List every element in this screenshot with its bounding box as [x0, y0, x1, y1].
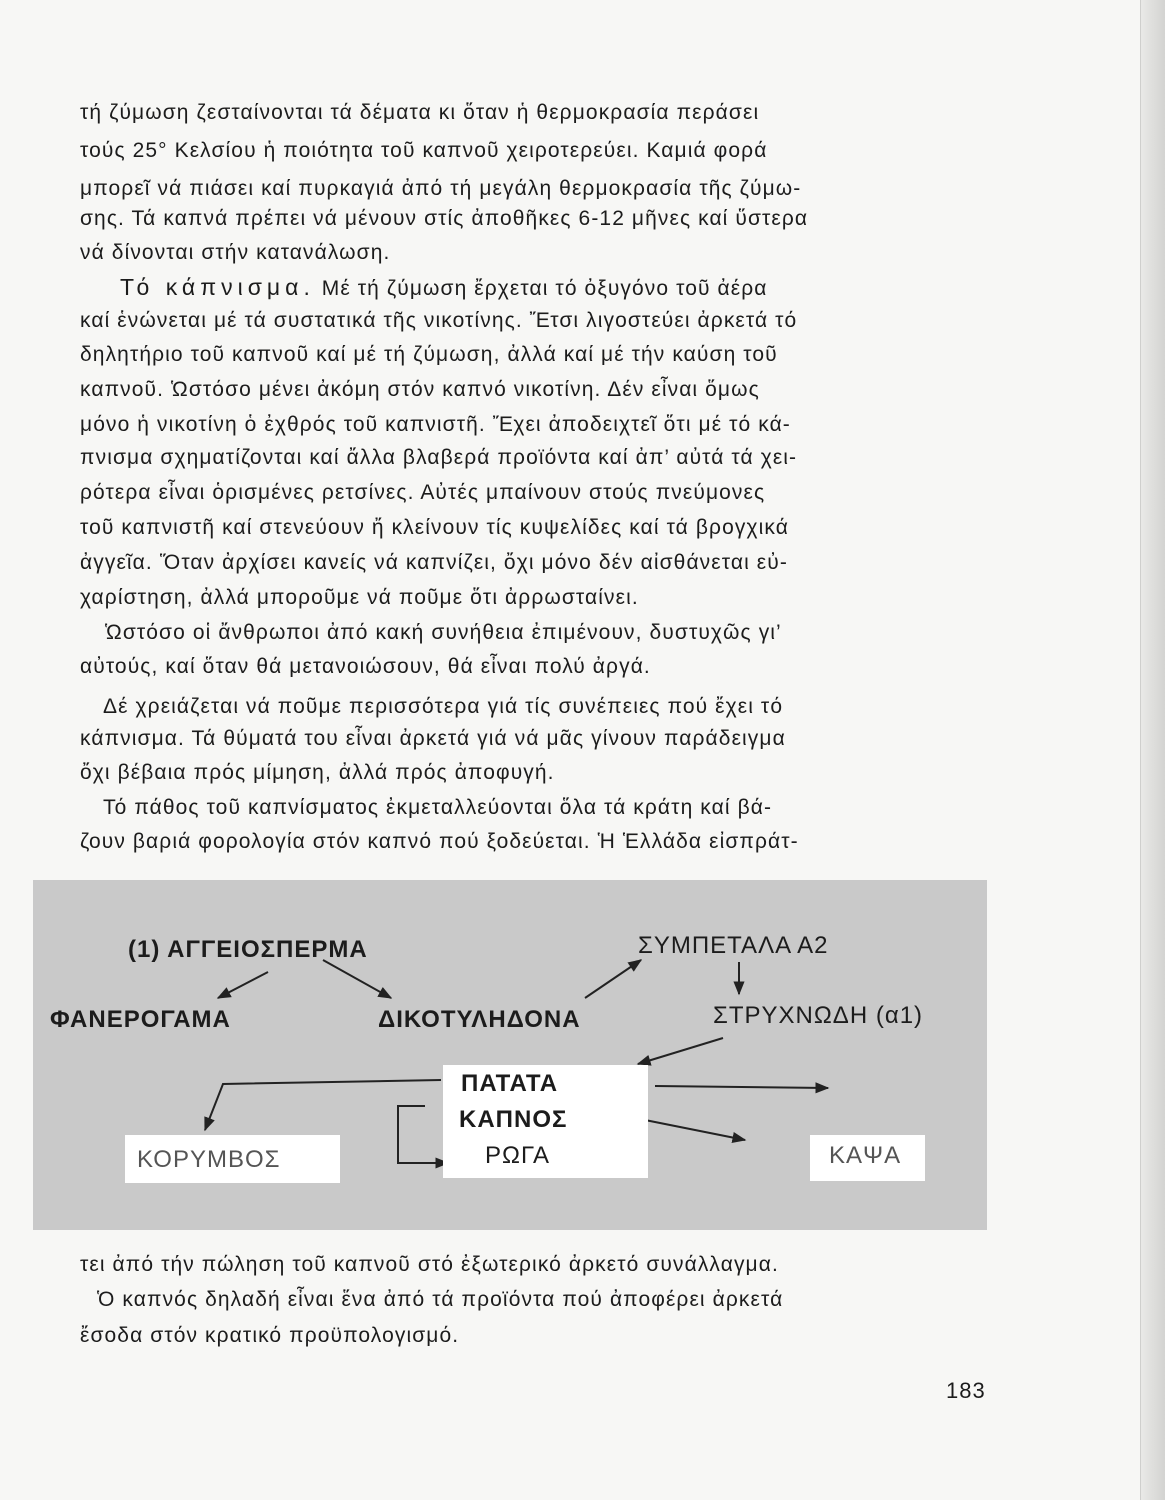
section-heading: Τό κάπνισμα. — [120, 274, 315, 300]
text-line: πνισμα σχηματίζονται καί ἄλλα βλαβερά προϊόντα καί ἀπ’ αὐτά τά χει- — [80, 446, 798, 469]
label-korymvos: ΚΟΡΥΜΒΟΣ — [137, 1146, 281, 1173]
text-line: ρότερα εἶναι ὁρισμένες ρετσίνες. Αὐτές μπαίνουν στούς πνεύμονες — [80, 481, 766, 504]
text-line: αὐτούς, καί ὅταν θά μετανοιώσουν, θά εἶναι πολύ ἀργά. — [80, 655, 651, 678]
arrow-to-roga — [398, 1106, 448, 1163]
label-kapsa: ΚΑΨΑ — [829, 1142, 902, 1169]
text-line: τή ζύμωση ζεσταίνονται τά δέματα κι ὅταν ἡ θερμοκρασία περάσει — [80, 101, 760, 124]
label-kapnos: ΚΑΠΝΟΣ — [459, 1106, 568, 1133]
arrow-to-patata — [638, 1038, 723, 1064]
text-line: μόνο ἡ νικοτίνη ὁ ἐχθρός τοῦ καπνιστῆ. Ἔχει ἀποδειχτεῖ ὅτι μέ τό κά- — [80, 413, 791, 436]
label-dikotyledona: ΔΙΚΟΤΥΛΗΔΟΝΑ — [378, 1006, 581, 1033]
text-line: Ὡστόσο οἱ ἄνθρωποι ἀπό κακή συνήθεια ἐπιμένουν, δυστυχῶς γι’ — [105, 621, 782, 644]
arrow-to-fanerogama — [218, 972, 268, 998]
text-line: νά δίνονται στήν κατανάλωση. — [80, 241, 391, 264]
text-line: χαρίστηση, ἀλλά μποροῦμε νά ποῦμε ὅτι ἀρρωσταίνει. — [80, 586, 639, 609]
classification-diagram — [33, 880, 987, 1230]
arrow-to-dikotyledona — [323, 960, 391, 998]
text-line: δηλητήριο τοῦ καπνοῦ καί μέ τή ζύμωση, ἀλλά καί μέ τήν καύση τοῦ — [80, 343, 778, 366]
text-line: τει ἀπό τήν πώληση τοῦ καπνοῦ στό ἐξωτερικό ἀρκετό συνάλλαγμα. — [80, 1253, 779, 1276]
label-sympetala: ΣΥΜΠΕΤΑΛΑ Α2 — [638, 932, 829, 959]
text-line: ἔσοδα στόν κρατικό προϋπολογισμό. — [80, 1324, 460, 1347]
text-line: ἀγγεῖα. Ὅταν ἀρχίσει κανείς νά καπνίζει, ὄχι μόνο δέν αἰσθάνεται εὐ- — [80, 551, 788, 574]
arrow-right-upper — [655, 1086, 828, 1088]
text-line: μπορεῖ νά πιάσει καί πυρκαγιά ἀπό τή μεγάλη θερμοκρασία τῆς ζύμω- — [80, 177, 802, 200]
text-line: τούς 25° Κελσίου ἡ ποιότητα τοῦ καπνοῦ χειροτερεύει. Καμιά φορά — [80, 139, 768, 162]
label-patata: ΠΑΤΑΤΑ — [461, 1070, 559, 1097]
page-number: 183 — [946, 1378, 986, 1403]
text-line: Ὁ καπνός δηλαδή εἶναι ἕνα ἀπό τά προϊόντα πού ἀποφέρει ἀρκετά — [97, 1288, 784, 1311]
arrow-to-kapsa — [645, 1120, 745, 1140]
book-binding-edge — [1140, 0, 1165, 1500]
label-stryxnodi: ΣΤΡΥΧΝΩΔΗ (α1) — [713, 1002, 924, 1029]
text-line: καί ἑνώνεται μέ τά συστατικά τῆς νικοτίνης. Ἔτσι λιγοστεύει ἀρκετά τό — [80, 309, 798, 332]
text-line: κάπνισμα. Τά θύματά του εἶναι ἀρκετά γιά νά μᾶς γίνουν παράδειγμα — [80, 727, 786, 750]
label-roga: ΡΩΓΑ — [485, 1142, 550, 1169]
label-fanerogama: ΦΑΝΕΡΟΓΑΜΑ — [50, 1006, 231, 1033]
text-line: ὄχι βέβαια πρός μίμηση, ἀλλά πρός ἀποφυγή. — [80, 761, 555, 784]
text-line: Δέ χρειάζεται νά ποῦμε περισσότερα γιά τίς συνέπειες πού ἔχει τό — [103, 695, 784, 718]
label-angiosperma: (1) ΑΓΓΕΙΟΣΠΕΡΜΑ — [128, 936, 368, 963]
section-first-line — [120, 272, 1025, 304]
text-line: τοῦ καπνιστῆ καί στενεύουν ἤ κλείνουν τίς κυψελίδες καί τά βρογχικά — [80, 516, 789, 539]
section-first-line-text: Μέ τή ζύμωση ἔρχεται τό ὀξυγόνο τοῦ ἀέρα — [321, 277, 768, 300]
text-line: σης. Τά καπνά πρέπει νά μένουν στίς ἀποθῆκες 6-12 μῆνες καί ὕστερα — [80, 207, 809, 230]
text-line: καπνοῦ. Ὡστόσο μένει ἀκόμη στόν καπνό νικοτίνη. Δέν εἶναι ὅμως — [80, 378, 760, 401]
text-line: ζουν βαριά φορολογία στόν καπνό πού ξοδεύεται. Ἡ Ἑλλάδα εἰσπράτ- — [80, 830, 799, 853]
arrow-to-sympetala — [585, 960, 641, 998]
text-line: Τό πάθος τοῦ καπνίσματος ἐκμεταλλεύονται ὅλα τά κράτη καί βά- — [103, 796, 773, 819]
